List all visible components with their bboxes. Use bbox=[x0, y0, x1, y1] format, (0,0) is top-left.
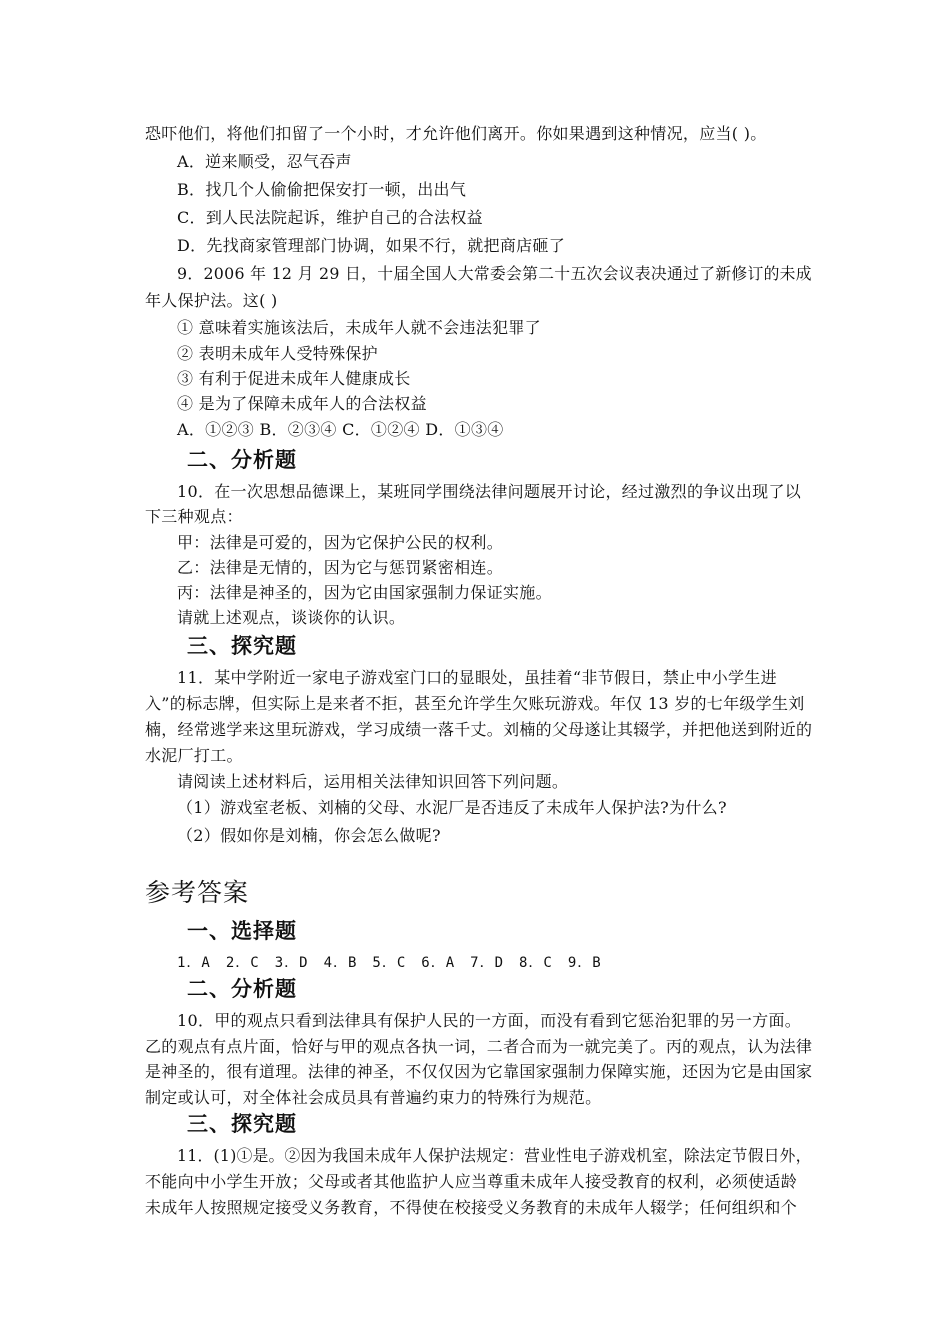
q11-line1: 11．某中学附近一家电子游戏室门口的显眼处，虽挂着“非节假日，禁止中小学生进 bbox=[177, 668, 777, 687]
answer-10-line1: 10．甲的观点只看到法律具有保护人民的一方面，而没有看到它惩治犯罪的另一方面。 bbox=[177, 1011, 802, 1030]
section-heading-analysis: 二、分析题 bbox=[187, 448, 297, 472]
q9-item-1: ① 意味着实施该法后，未成年人就不会违法犯罪了 bbox=[177, 318, 541, 337]
answers-section-choice: 一、选择题 bbox=[187, 919, 297, 943]
answers-section-inquiry: 三、探究题 bbox=[187, 1112, 297, 1136]
q11-line4: 水泥厂打工。 bbox=[145, 746, 243, 765]
q9-item-4: ④ 是为了保障未成年人的合法权益 bbox=[177, 394, 427, 413]
q11-sub1: （1）游戏室老板、刘楠的父母、水泥厂是否违反了未成年人保护法?为什么? bbox=[177, 798, 727, 817]
q8-option-b: B．找几个人偷偷把保安打一顿，出出气 bbox=[177, 180, 467, 199]
q11-line3: 楠，经常逃学来这里玩游戏，学习成绩一落千丈。刘楠的父母遂让其辍学，并把他送到附近的 bbox=[145, 720, 813, 739]
q9-stem-line2: 年人保护法。这( ) bbox=[145, 291, 278, 310]
q9-stem-line1: 9．2006 年 12 月 29 日，十届全国人大常委会第二十五次会议表决通过了新修订的未成 bbox=[177, 264, 812, 283]
answer-10-line4: 制定或认可，对全体社会成员具有普遍约束力的特殊行为规范。 bbox=[145, 1088, 602, 1107]
q10-view-bing: 丙：法律是神圣的，因为它由国家强制力保证实施。 bbox=[177, 583, 552, 602]
answer-10-line3: 是神圣的，很有道理。法律的神圣，不仅仅因为它靠国家强制力保障实施，还因为它是由国家 bbox=[145, 1062, 813, 1081]
q9-choices: A．①②③ B．②③④ C．①②④ D．①③④ bbox=[177, 420, 504, 439]
answers-choice-list: 1．A 2．C 3．D 4．B 5．C 6．A 7．D 8．C 9．B bbox=[177, 955, 602, 971]
answers-section-analysis: 二、分析题 bbox=[187, 977, 297, 1001]
q11-line2: 入”的标志牌，但实际上是来者不拒，甚至允许学生欠账玩游戏。年仅 13 岁的七年级学生刘 bbox=[145, 694, 805, 713]
q9-item-3: ③ 有利于促进未成年人健康成长 bbox=[177, 369, 411, 388]
q10-line1: 10．在一次思想品德课上，某班同学围绕法律问题展开讨论，经过激烈的争议出现了以 bbox=[177, 482, 802, 501]
answer-11-line1: 11．(1)①是。②因为我国未成年人保护法规定：营业性电子游戏机室，除法定节假日外， bbox=[177, 1146, 812, 1165]
answer-11-line3: 未成年人按照规定接受义务教育，不得使在校接受义务教育的未成年人辍学；任何组织和个 bbox=[145, 1198, 798, 1217]
q8-option-d: D．先找商家管理部门协调，如果不行，就把商店砸了 bbox=[177, 236, 566, 255]
q8-option-c: C．到人民法院起诉，维护自己的合法权益 bbox=[177, 208, 483, 227]
q10-view-yi: 乙：法律是无情的，因为它与惩罚紧密相连。 bbox=[177, 558, 504, 577]
q8-stem: 恐吓他们，将他们扣留了一个小时，才允许他们离开。你如果遇到这种情况，应当( )。 bbox=[145, 124, 767, 143]
q9-item-2: ② 表明未成年人受特殊保护 bbox=[177, 344, 378, 363]
q10-line2: 下三种观点： bbox=[145, 507, 243, 526]
answer-11-line2: 不能向中小学生开放；父母或者其他监护人应当尊重未成年人接受教育的权利，必须使适龄 bbox=[145, 1172, 798, 1191]
answer-10-line2: 乙的观点有点片面，恰好与甲的观点各执一词，二者合而为一就完美了。丙的观点，认为法律 bbox=[145, 1037, 813, 1056]
q11-sub2: （2）假如你是刘楠，你会怎么做呢? bbox=[177, 826, 441, 845]
q8-option-a: A．逆来顺受，忍气吞声 bbox=[177, 152, 352, 171]
q11-ask: 请阅读上述材料后，运用相关法律知识回答下列问题。 bbox=[177, 772, 569, 791]
q10-view-jia: 甲：法律是可爱的，因为它保护公民的权利。 bbox=[177, 533, 504, 552]
section-heading-inquiry: 三、探究题 bbox=[187, 634, 297, 658]
answers-title: 参考答案 bbox=[145, 878, 250, 907]
q10-ask: 请就上述观点，谈谈你的认识。 bbox=[177, 608, 406, 627]
